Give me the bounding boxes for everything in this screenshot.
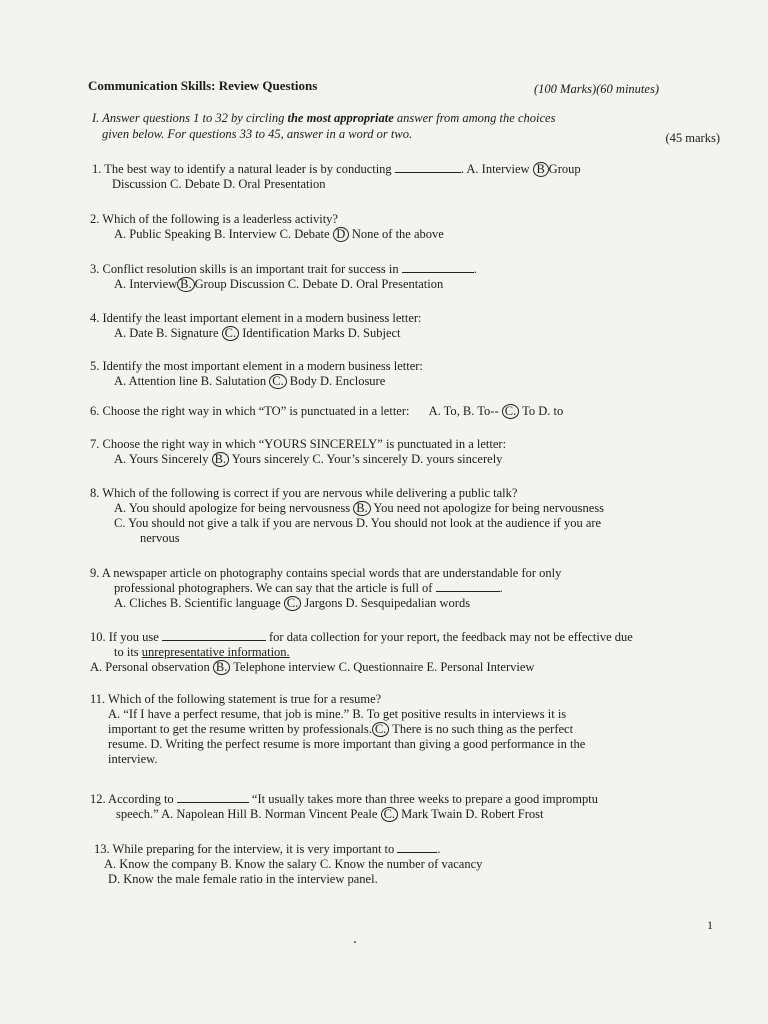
question-12	[90, 792, 598, 822]
question-4-line-2	[90, 326, 422, 341]
question-5	[90, 359, 423, 389]
question-11-line-3	[90, 722, 585, 737]
document-header	[88, 78, 688, 100]
option-text: Yours sincerely C. Your’s sincerely D. yours sincerely	[231, 452, 503, 466]
question-text: for data collection for your report, the feedback may not be effective due	[269, 630, 633, 644]
ink-speck	[354, 941, 356, 943]
question-4	[90, 311, 422, 341]
question-8-line-3: C. You should not give a talk if you are nervous D. You should not look at the audience if you are	[114, 516, 602, 530]
question-12-line-1	[90, 792, 598, 807]
option-text: Mark Twain D. Robert Frost	[401, 807, 544, 821]
question-2-line-1: 2. Which of the following is a leaderless activity?	[90, 212, 338, 226]
option-text: None of the above	[351, 227, 444, 241]
option-text: Identification Marks D. Subject	[242, 326, 401, 340]
question-text: 3. Conflict resolution skills is an important trait for success in	[90, 262, 399, 276]
option-text: A. Yours Sincerely	[114, 452, 209, 466]
question-3-line-2	[90, 277, 477, 292]
option-text: speech.” A. Napolean Hill B. Norman Vincent Peale	[116, 807, 378, 821]
question-8	[90, 486, 604, 546]
question-9-line-1: 9. A newspaper article on photography contains special words that are understandable for only	[90, 566, 562, 580]
document-title: Communication Skills: Review Questions	[88, 78, 318, 93]
circled-answer[interactable]: B.	[213, 660, 230, 675]
question-10-line-3	[90, 660, 633, 675]
option-text: A. You should apologize for being nervousness	[114, 501, 351, 515]
question-2	[90, 212, 444, 242]
question-13-line-2[interactable]: A. Know the company B. Know the salary C. Know the number of vacancy	[104, 857, 483, 871]
question-6	[90, 404, 563, 419]
page-number: 1	[707, 918, 713, 932]
instructions-text-b: answer from among the choices	[396, 111, 556, 125]
question-9-line-3	[90, 596, 561, 611]
answer-blank	[162, 630, 266, 641]
option-text: Group	[548, 162, 581, 176]
option-text: A. Date B. Signature	[114, 326, 219, 340]
circled-answer[interactable]: B.	[353, 501, 370, 516]
question-text: 1. The best way to identify a natural leader is by conducting	[92, 162, 392, 176]
section-number: I.	[92, 111, 100, 125]
question-text: 6. Choose the right way in which “TO” is punctuated in a letter:	[90, 404, 410, 418]
option-text: A. Personal observation	[90, 660, 210, 674]
question-text: to its	[114, 645, 142, 659]
instructions-line-1	[92, 110, 732, 126]
option-text: important to get the resume written by professionals.	[108, 722, 372, 736]
question-8-line-2	[90, 501, 604, 516]
option-text: A. To, B. To--	[428, 404, 499, 418]
question-5-line-1: 5. Identify the most important element in a modern business letter:	[90, 359, 423, 373]
answer-blank	[177, 792, 249, 803]
question-11-line-2: A. “If I have a perfect resume, that job is mine.” B. To get positive results in interviews it is	[108, 707, 567, 721]
circled-answer[interactable]: C.	[222, 326, 239, 341]
question-4-line-1: 4. Identify the least important element in a modern business letter:	[90, 311, 422, 325]
circled-answer[interactable]: B	[533, 162, 549, 177]
question-text: 10. If you use	[90, 630, 159, 644]
question-13-line-3: D. Know the male female ratio in the interview panel.	[108, 872, 378, 886]
question-1-line-2: Discussion C. Debate D. Oral Presentation	[112, 177, 326, 191]
question-2-line-2	[90, 227, 444, 242]
question-3	[90, 262, 477, 292]
question-7-line-2	[90, 452, 506, 467]
question-12-line-2	[90, 807, 598, 822]
question-10-line-2	[90, 645, 633, 660]
question-11-line-5: interview.	[108, 752, 158, 766]
question-1-line-1	[92, 162, 581, 177]
question-8-line-4: nervous	[140, 531, 180, 545]
option-text: There is no such thing as the perfect	[392, 722, 574, 736]
question-13-line-1	[94, 842, 482, 857]
question-text: 13. While preparing for the interview, it is very important to	[94, 842, 395, 856]
question-5-line-2	[90, 374, 423, 389]
instructions-text-a: Answer questions 1 to 32 by circling	[102, 111, 285, 125]
option-text: To D. to	[522, 404, 564, 418]
question-11	[90, 692, 585, 767]
question-11-line-4: resume. D. Writing the perfect resume is more important than giving a good performance in the	[108, 737, 586, 751]
question-13	[94, 842, 482, 887]
option-text: A. Cliches B. Scientific language	[114, 596, 281, 610]
question-8-line-1: 8. Which of the following is correct if you are nervous while delivering a public talk?	[90, 486, 518, 500]
option-text: . A. Interview	[460, 162, 530, 176]
question-7	[90, 437, 506, 467]
question-11-line-1: 11. Which of the following statement is true for a resume?	[90, 692, 382, 706]
instructions-line-2: given below. For questions 33 to 45, answer in a word or two.	[102, 127, 413, 141]
question-text: “It usually takes more than three weeks to prepare a good impromptu	[251, 792, 598, 806]
circled-answer[interactable]: C.	[284, 596, 301, 611]
question-10-line-1	[90, 630, 633, 645]
answer-blank	[402, 262, 474, 273]
instructions-emphasis: the most appropriate	[287, 111, 394, 125]
punctuation: .	[499, 581, 503, 595]
question-1	[92, 162, 581, 192]
punctuation: .	[437, 842, 441, 856]
option-text: Body D. Enclosure	[289, 374, 386, 388]
question-9	[90, 566, 561, 611]
circled-answer[interactable]: D	[333, 227, 349, 242]
circled-answer[interactable]: C.	[502, 404, 519, 419]
option-text: A. Interview	[114, 277, 178, 291]
question-3-line-1	[90, 262, 477, 277]
answer-blank	[397, 842, 437, 853]
circled-answer[interactable]: C.	[372, 722, 389, 737]
punctuation: .	[473, 262, 477, 276]
option-text: You need not apologize for being nervousness	[373, 501, 604, 515]
option-text: A. Public Speaking B. Interview C. Debate	[114, 227, 330, 241]
option-text: Group Discussion C. Debate D. Oral Presentation	[194, 277, 444, 291]
circled-answer[interactable]: C.	[269, 374, 286, 389]
question-6-line-1	[90, 404, 563, 419]
instructions	[92, 110, 732, 145]
circled-answer[interactable]: B.	[212, 452, 229, 467]
answer-blank	[395, 162, 461, 173]
question-text: 12. According to	[90, 792, 174, 806]
question-7-line-1: 7. Choose the right way in which “YOURS SINCERELY” is punctuated in a letter:	[90, 437, 507, 451]
circled-answer[interactable]: C.	[381, 807, 398, 822]
option-text: A. Attention line B. Salutation	[114, 374, 267, 388]
question-10	[90, 630, 633, 675]
circled-answer[interactable]: B.	[177, 277, 194, 292]
question-text: professional photographers. We can say that the article is full of	[114, 581, 433, 595]
option-text: Telephone interview C. Questionnaire E. Personal Interview	[233, 660, 535, 674]
question-9-line-2	[90, 581, 561, 596]
section-marks: (45 marks)	[665, 131, 720, 145]
answer-blank	[436, 581, 500, 592]
option-text: Jargons D. Sesquipedalian words	[304, 596, 471, 610]
underlined-text: unrepresentative information.	[141, 645, 290, 659]
marks-and-time: (100 Marks)(60 minutes)	[534, 82, 659, 96]
